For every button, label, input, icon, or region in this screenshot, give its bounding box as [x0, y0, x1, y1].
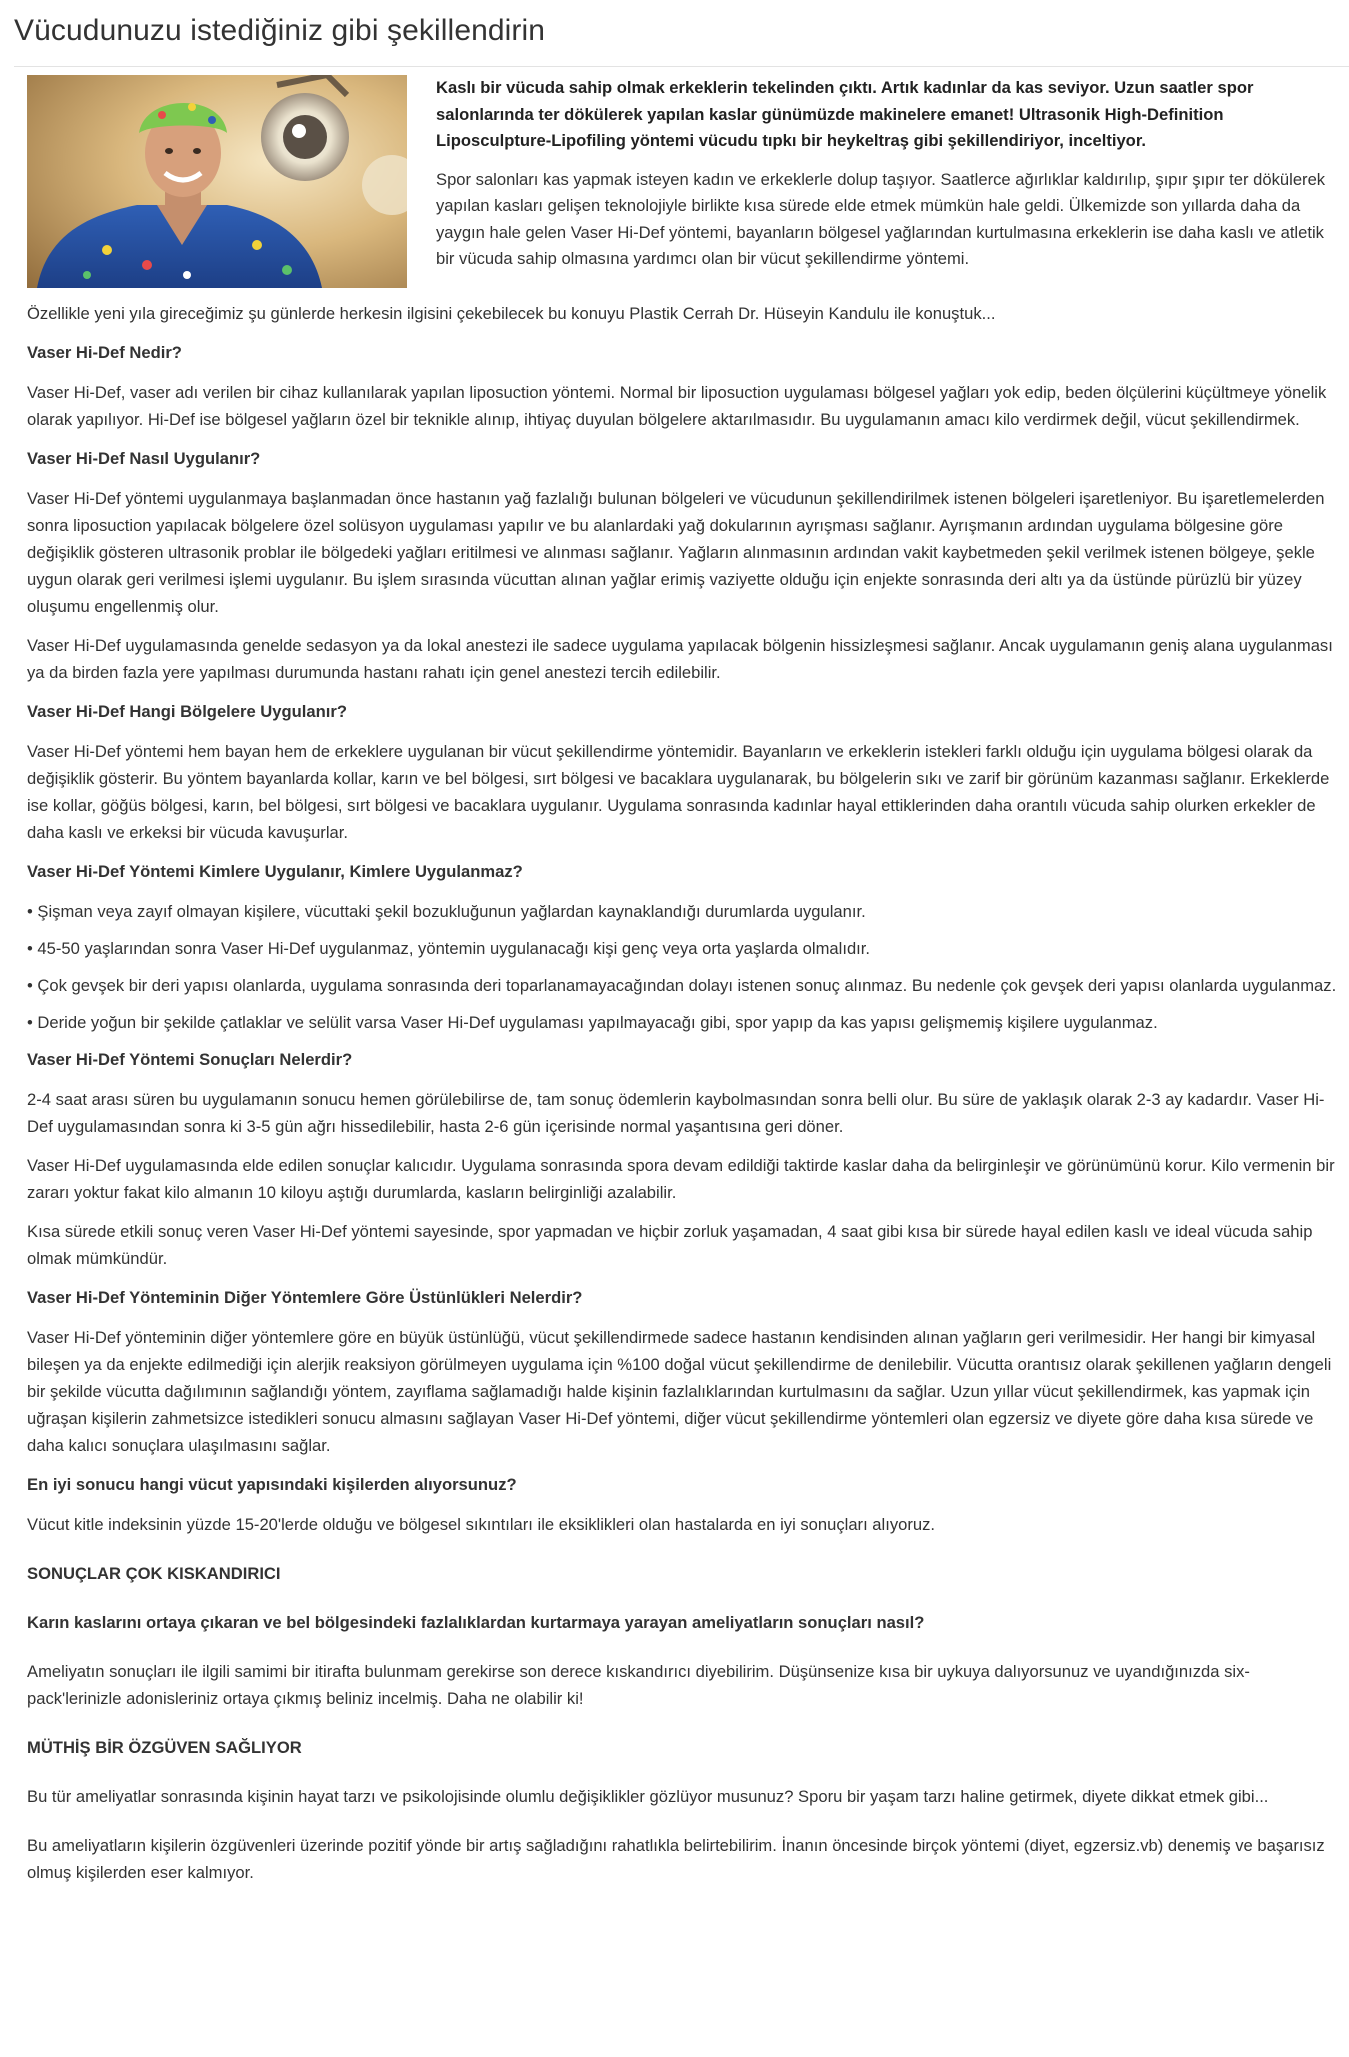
intro-lead: Kaslı bir vücuda sahip olmak erkeklerin tekelinden çıktı. Artık kadınlar da kas seviyor. Uzun saatler spor salonlarında ter dökülerek yapılan kaslar günümüzde makinelere emanet! Ultrasonik High-Definition Liposculpture-Lipofiling yöntemi vücudu tıpkı bir heykeltraş gibi şekillendiriyor, inceltiyor. [436, 78, 1254, 150]
paragraph-where: Vaser Hi-Def yöntemi hem bayan hem de erkeklere uygulanan bir vücut şekillendirme yöntemidir. Bayanların ve erkeklerin istekleri farklı olduğu için uygulama bölgesi olarak da değişiklik gösterir. Bu yöntem bayanlarda kollar, karın ve bel bölgesi, sırt bölgesi ve bacaklara uygulanarak, bu bölgelerin sıkı ve zarif bir görünüm kazanması sağlanır. Erkeklerde ise kollar, göğüs bölgesi, karın, bel bölgesi, sırt bölgesi ve bacaklara uygulanır. Uygulama sonrasında kadınlar hayal ettiklerinden daha orantılı vücuda sahip olurken erkekler de daha kaslı ve erkeksi bir vücuda kavuşurlar. [27, 742, 1330, 842]
paragraph-results-1: 2-4 saat arası süren bu uygulamanın sonucu hemen görülebilirse de, tam sonuç ödemlerin kaybolmasından sonra belli olur. Bu süre de yaklaşık olarak 2-3 ay kadardır. Vaser Hi-Def uygulamasından sonra ki 3-5 gün ağrı hissedilebilir, hasta 2-6 gün içerisinde normal yaşantısına geri döner. [27, 1090, 1325, 1136]
heading-what: Vaser Hi-Def Nedir? [27, 343, 182, 362]
article-body [27, 300, 1343, 1898]
bullet-who-2: • 45-50 yaşlarından sonra Vaser Hi-Def uygulanmaz, yöntemin uygulanacağı kişi genç veya orta yaşlarda olmalıdır. [27, 939, 870, 958]
paragraph-satisfying: Ameliyatın sonuçları ile ilgili samimi bir itirafta bulunmam gerekirse son derece kıskandırıcı diyebilirim. Düşünsenize kısa bir uykuya dalıyorsunuz ve uyandığınızda six-pack'lerinizle adonisleriniz ortaya çıkmış beliniz incelmiş. Daha ne olabilir ki! [27, 1662, 1250, 1708]
title-divider [14, 66, 1349, 67]
page-title: Vücudunuzu istediğiniz gibi şekillendirin [14, 14, 546, 47]
bullet-who-3: • Çok gevşek bir deri yapısı olanlarda, uygulama sonrasında deri toparlanamayacağından dolayı istenen sonuç alınmaz. Bu nedenle çok gevşek deri yapısı olanlarda uygulanmaz. [27, 976, 1337, 995]
surgeon-photo-icon [27, 75, 407, 288]
paragraph-confidence-2: Bu ameliyatların kişilerin özgüvenleri üzerinde pozitif yönde bir artış sağladığını rahatlıkla belirtebilirim. İnanın öncesinde birçok yöntemi (diyet, egzersiz.vb) denemiş ve başarısız olmuş kişilerden eser kalmıyor. [27, 1836, 1325, 1882]
paragraph-how-1: Vaser Hi-Def yöntemi uygulanmaya başlanmadan önce hastanın yağ fazlalığı bulunan bölgeleri ve vücudunun şekillendirilmek istenen bölgeleri işaretleniyor. Bu işaretlemelerden sonra liposuction yapılacak bölgelere özel solüsyon uygulaması yapılır ve bu alanlardaki yağ dokularının ayrışması sağlanır. Ayrışmanın ardından uygulama bölgesine göre değişiklik gösteren ultrasonik problar ile bölgedeki yağları eritilmesi ve alınması sağlanır. Yağların alınmasının ardından vakit kaybetmeden şekil verilmek istenen bölgeye, şekle uygun olarak geri verilmesi işlemi uygulanır. Bu işlem sırasında vücuttan alınan yağlar erimiş vaziyette olduğu için enjekte sonrasında deri altı ya da üstünde pürüzlü bir yüzey oluşumu engellenmiş olur. [27, 489, 1325, 616]
heading-advantages: Vaser Hi-Def Yönteminin Diğer Yöntemlere Göre Üstünlükleri Nelerdir? [27, 1288, 583, 1307]
paragraph-best: Vücut kitle indeksinin yüzde 15-20'lerde olduğu ve bölgesel sıkıntıları ile eksiklikleri olan hastalarda en iyi sonuçları alıyoruz. [27, 1515, 936, 1534]
paragraph-advantages: Vaser Hi-Def yönteminin diğer yöntemlere göre en büyük üstünlüğü, vücut şekillendirmede sadece hastanın kendisinden alınan yağların geri verilmesidir. Her hangi bir kimyasal bileşen ya da enjekte edilmediği için alerjik reaksiyon görülmeyen uygulama için %100 doğal vücut şekillendirme de denilebilir. Vücutta orantısız olarak şekillenen yağların dengeli bir şekilde vücutta dağılımının sağlandığı yöntem, zayıflama sağlamadığı halde kişinin fazlalıklarından kurtulmasını da sağlar. Uzun yıllar vücut şekillendirmek, kas yapmak için uğraşan kişilerin zahmetsizce istedikleri sonucu almasını sağlayan Vaser Hi-Def yöntemi, diğer vücut şekillendirme yöntemleri olan egzersiz ve diyete göre daha kısa sürede ve daha kalıcı sonuçlara ulaşılmasını sağlar. [27, 1328, 1332, 1455]
bullet-who-4: • Deride yoğun bir şekilde çatlaklar ve selülit varsa Vaser Hi-Def uygulaması yapılmayacağı gibi, spor yapıp da kas yapısı gelişmemiş kişilere uygulanmaz. [27, 1013, 1158, 1032]
bullet-who-1: • Şişman veya zayıf olmayan kişilere, vücuttaki şekil bozukluğunun yağlardan kaynaklandığı durumlarda uygulanır. [27, 902, 866, 921]
heading-where: Vaser Hi-Def Hangi Bölgelere Uygulanır? [27, 702, 347, 721]
paragraph-results-2: Vaser Hi-Def uygulamasında elde edilen sonuçlar kalıcıdır. Uygulama sonrasında spora devam edildiği taktirde kaslar daha da belirginleşir ve görünümünü korur. Kilo vermenin bir zararı yoktur fakat kilo almanın 10 kiloyu aştığı durumlarda, kasların belirginliği azalabilir. [27, 1156, 1335, 1202]
surgeon-photo-illustration [27, 75, 407, 288]
paragraph-results-3: Kısa sürede etkili sonuç veren Vaser Hi-Def yöntemi sayesinde, spor yapmadan ve hiçbir zorluk yaşamadan, 4 saat gibi kısa bir sürede hayal edilen kaslı ve ideal vücuda sahip olmak mümkündür. [27, 1222, 1313, 1268]
heading-who: Vaser Hi-Def Yöntemi Kimlere Uygulanır, Kimlere Uygulanmaz? [27, 862, 523, 881]
heading-results: Vaser Hi-Def Yöntemi Sonuçları Nelerdir? [27, 1050, 353, 1069]
question-results: Karın kaslarını ortaya çıkaran ve bel bölgesindeki fazlalıklardan kurtarmaya yarayan ameliyatların sonuçları nasıl? [27, 1613, 925, 1632]
heading-confidence: MÜTHİŞ BİR ÖZGÜVEN SAĞLIYOR [27, 1738, 302, 1757]
paragraph-what: Vaser Hi-Def, vaser adı verilen bir cihaz kullanılarak yapılan liposuction yöntemi. Normal bir liposuction uygulaması bölgesel yağları yok edip, beden ölçülerini küçültmeye yönelik olarak yapılıyor. Hi-Def ise bölgesel yağların özel bir teknikle alınıp, ihtiyaç duyulan bölgelere aktarılmasıdır. Bu uygulamanın amacı kilo verdirmek değil, vücut şekillendirmek. [27, 383, 1327, 429]
heading-how: Vaser Hi-Def Nasıl Uygulanır? [27, 449, 261, 468]
paragraph-confidence-1: Bu tür ameliyatlar sonrasında kişinin hayat tarzı ve psikolojisinde olumlu değişiklikler gözlüyor musunuz? Sporu bir yaşam tarzı haline getirmek, diyete dikkat etmek gibi... [27, 1787, 1269, 1806]
intro-block [436, 75, 1326, 285]
paragraph-how-2: Vaser Hi-Def uygulamasında genelde sedasyon ya da lokal anestezi ile sadece uygulama yapılacak bölgenin hissizleşmesi sağlanır. Ancak uygulamanın geniş alana uygulanması ya da birden fazla yere yapılması durumunda hastanı rahatı için genel anestezi tercih edilebilir. [27, 636, 1333, 682]
heading-best: En iyi sonucu hangi vücut yapısındaki kişilerden alıyorsunuz? [27, 1475, 517, 1494]
intro-paragraph: Spor salonları kas yapmak isteyen kadın ve erkeklerle dolup taşıyor. Saatlerce ağırlıklar kaldırılıp, şıpır şıpır ter dökülerek yapılan kasları gelişen teknolojiyle birlikte kısa sürede elde etmek mümkün hale geldi. Ülkemizde son yıllarda daha da yaygın hale gelen Vaser Hi-Def yöntemi, bayanların bölgesel yağlarından kurtulmasına erkeklerin ise daha kaslı ve atletik bir vücuda sahip olmasına yardımcı olan bir vücut şekillendirme yöntemi. [436, 169, 1326, 268]
interview-paragraph: Özellikle yeni yıla gireceğimiz şu günlerde herkesin ilgisini çekebilecek bu konuyu Plastik Cerrah Dr. Hüseyin Kandulu ile konuştuk... [27, 304, 996, 323]
heading-satisfying: SONUÇLAR ÇOK KISKANDIRICI [27, 1564, 281, 1583]
